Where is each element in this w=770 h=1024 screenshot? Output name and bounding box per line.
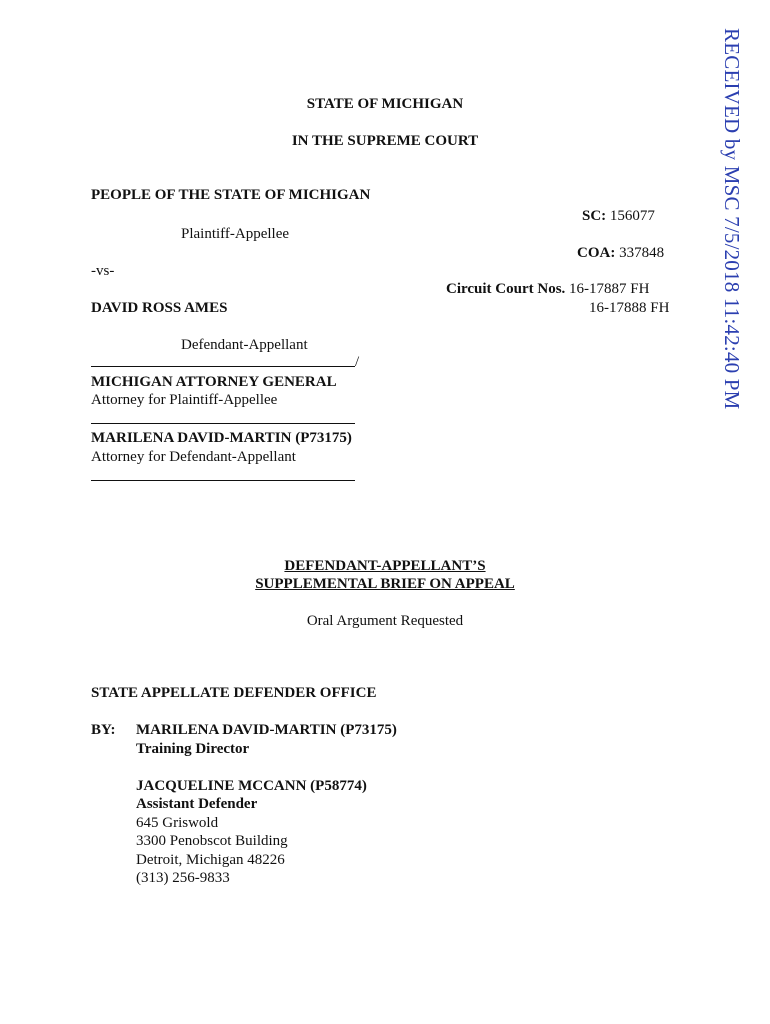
plaintiff-attorney: MICHIGAN ATTORNEY GENERAL xyxy=(91,374,337,390)
counsel-rule-1 xyxy=(91,423,355,424)
phone-number: (313) 256-9833 xyxy=(136,870,230,886)
court-heading: IN THE SUPREME COURT xyxy=(291,133,479,149)
circuit-value-1: 16-17887 FH xyxy=(569,281,650,297)
coa-value: 337848 xyxy=(619,245,665,261)
address-line-1: 645 Griswold xyxy=(136,815,219,831)
defendant-attorney: MARILENA DAVID-MARTIN (P73175) xyxy=(91,430,352,446)
attorney-1-name: MARILENA DAVID-MARTIN (P73175) xyxy=(136,722,397,738)
oral-argument-note: Oral Argument Requested xyxy=(306,613,464,629)
plaintiff-role: Plaintiff-Appellee xyxy=(181,226,290,242)
caption-slash: / xyxy=(355,354,360,370)
sc-label: SC: xyxy=(582,208,607,224)
attorney-1-title: Training Director xyxy=(136,741,250,757)
sc-value: 156077 xyxy=(609,208,655,224)
circuit-court-numbers xyxy=(446,280,649,298)
by-label: BY: xyxy=(91,722,116,738)
coa-label: COA: xyxy=(577,245,616,261)
circuit-label: Circuit Court Nos. xyxy=(446,281,566,297)
state-heading: STATE OF MICHIGAN xyxy=(306,96,464,112)
plaintiff-name: PEOPLE OF THE STATE OF MICHIGAN xyxy=(91,187,371,203)
defendant-attorney-role: Attorney for Defendant-Appellant xyxy=(91,449,296,465)
brief-title-line-2: SUPPLEMENTAL BRIEF ON APPEAL xyxy=(255,576,515,592)
caption-rule xyxy=(91,366,355,367)
circuit-value-2: 16-17888 FH xyxy=(589,300,670,316)
plaintiff-attorney-role: Attorney for Plaintiff-Appellee xyxy=(91,392,278,408)
defendant-role: Defendant-Appellant xyxy=(181,337,308,353)
coa-number xyxy=(577,244,664,262)
brief-title-line-1: DEFENDANT-APPELLANT’S xyxy=(284,558,486,574)
sc-number xyxy=(582,207,655,225)
attorney-2-title: Assistant Defender xyxy=(136,796,258,812)
address-line-2: 3300 Penobscot Building xyxy=(136,833,288,849)
counsel-rule-2 xyxy=(91,480,355,481)
address-line-3: Detroit, Michigan 48226 xyxy=(136,852,285,868)
versus-label: -vs- xyxy=(91,263,115,279)
attorney-2-name: JACQUELINE MCCANN (P58774) xyxy=(136,778,367,794)
received-stamp: RECEIVED by MSC 7/5/2018 11:42:40 PM xyxy=(720,28,744,410)
office-name: STATE APPELLATE DEFENDER OFFICE xyxy=(91,685,377,701)
defendant-name: DAVID ROSS AMES xyxy=(91,300,228,316)
